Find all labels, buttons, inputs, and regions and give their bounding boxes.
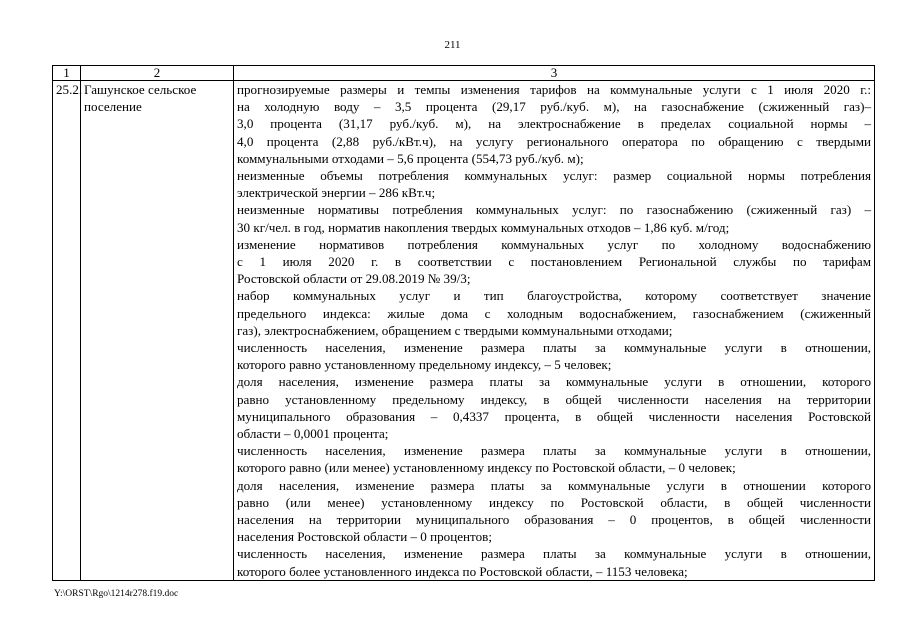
column-number-2: 2 (81, 66, 234, 81)
column-number-1: 1 (53, 66, 81, 81)
text-line: численность населения, изменение размера платы за коммунальные услуги в отношении, (237, 546, 871, 562)
settlement-name: Гашунское сельское поселение (81, 81, 234, 581)
text-line: равно (или менее) установленному индексу по Ростовской области, в общей численности (237, 494, 871, 510)
text-line: изменение нормативов потребления коммунальных услуг по холодному водоснабжению (237, 236, 871, 252)
table-row (53, 81, 875, 581)
text-line: численность населения, изменение размера платы за коммунальные услуги в отношении, (237, 443, 871, 459)
indicators-cell (234, 81, 875, 581)
text-line: которого равно (или менее) установленному индексу по Ростовской области, – 0 человек; (237, 460, 736, 476)
text-line: неизменные объемы потребления коммунальных услуг: размер социальной нормы потребления (237, 168, 871, 184)
text-line: Ростовской области от 29.08.2019 № 39/3; (237, 271, 471, 287)
text-line: прогнозируемые размеры и темпы изменения тарифов на коммунальные услуги с 1 июля 2020 г.: (237, 82, 871, 97)
text-line: населения на территории муниципального образования – 0 процентов, в общей численности (237, 512, 871, 528)
table-header-row (53, 66, 875, 81)
file-path-footer: Y:\ORST\Rgo\1214r278.f19.doc (54, 589, 179, 599)
text-line: коммунальными отходами – 5,6 процента (554,73 руб./куб. м); (237, 150, 584, 166)
text-line: доля населения, изменение размера платы за коммунальные услуги в отношении, которого (237, 374, 871, 390)
page-number: 211 (444, 39, 461, 51)
text-line: доля населения, изменение размера платы за коммунальные услуги в отношении которого (237, 477, 871, 493)
text-line: предельного индекса: жилые дома с холодным водоснабжением, газоснабжением (сжиженный (237, 305, 871, 321)
document-table (52, 65, 875, 581)
row-number: 25.2. (53, 81, 81, 581)
text-line: на холодную воду – 3,5 процента (29,17 руб./куб. м), на газоснабжение (сжиженный газ)– (237, 99, 871, 115)
text-line: области – 0,0001 процента; (237, 426, 389, 442)
text-line: набор коммунальных услуг и тип благоустройства, которому соответствует значение (237, 288, 871, 304)
text-line: которого равно установленному предельному индексу, – 5 человек; (237, 357, 612, 373)
text-line: газ), электроснабжением, обращением с твердыми коммунальными отходами; (237, 322, 673, 338)
text-line: численность населения, изменение размера платы за коммунальные услуги в отношении, (237, 340, 871, 356)
text-line: с 1 июля 2020 г. в соответствии с постановлением Региональной службы по тарифам (237, 254, 871, 270)
text-line: 30 кг/чел. в год, норматив накопления твердых коммунальных отходов – 1,86 куб. м/год; (237, 219, 730, 235)
text-line: равно установленному предельному индексу, в общей численности населения на территории (237, 391, 871, 407)
text-line: населения Ростовской области – 0 процентов; (237, 529, 492, 545)
text-line: муниципального образования – 0,4337 процента, в общей численности населения Ростовской (237, 408, 871, 424)
text-line: электрической энергии – 286 кВт.ч; (237, 185, 436, 201)
column-number-3: 3 (234, 66, 875, 81)
text-line: 4,0 процента (2,88 руб./кВт.ч), на услугу регионального оператора по обращению с твердыми (237, 133, 871, 149)
text-line: 3,0 процента (31,17 руб./куб. м), на электроснабжение в пределах социальной нормы – (237, 116, 871, 132)
text-line: которого более установленного индекса по Ростовской области, – 1153 человека; (237, 563, 688, 579)
text-line: неизменные нормативы потребления коммунальных услуг: по газоснабжению (сжиженный газ) – (237, 202, 871, 218)
